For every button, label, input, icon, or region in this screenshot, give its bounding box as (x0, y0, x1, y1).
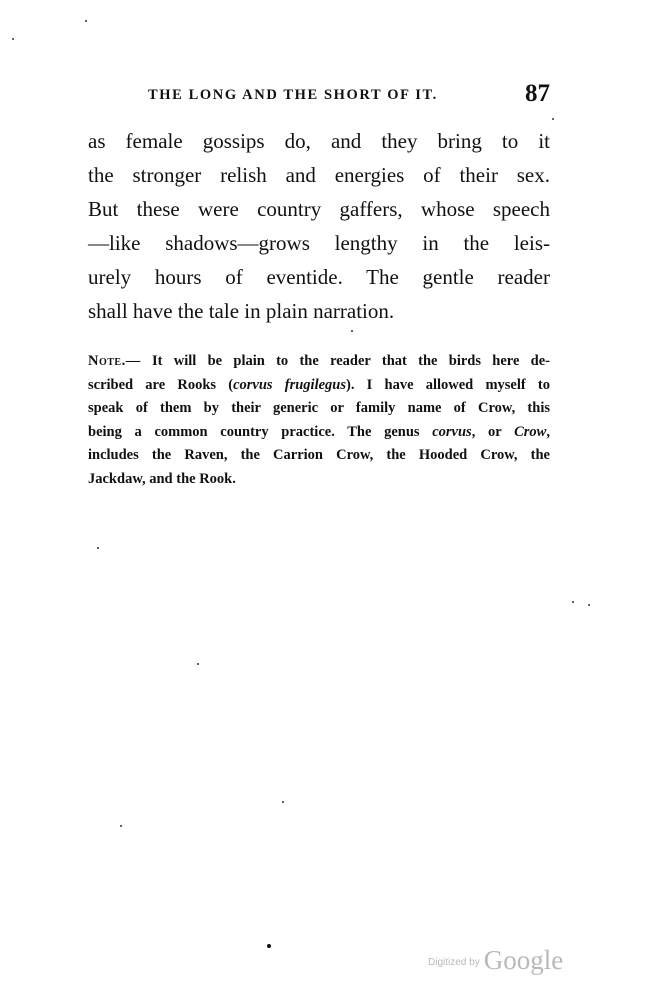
scan-speck (351, 330, 353, 332)
footnote-line (88, 350, 550, 374)
note-text: , (546, 423, 550, 440)
body-line: the stronger relish and energies of their sex. (88, 163, 550, 187)
footnote-line: Jackdaw, and the Rook. (88, 470, 236, 487)
footnote-line (88, 421, 550, 445)
scan-speck (267, 944, 271, 948)
footnote-line: speak of them by their generic or family name of Crow, this (88, 400, 550, 416)
body-text (88, 124, 550, 328)
body-line: shall have the tale in plain narration. (88, 299, 395, 323)
digitized-watermark (428, 945, 563, 976)
note-text: It will be plain to the reader that the birds here de- (140, 353, 550, 369)
note-text: ). I have allowed myself to (346, 376, 550, 393)
note-text: being a common country practice. The genus (88, 423, 433, 440)
footnote-line (88, 374, 550, 398)
note-text: , or (471, 423, 515, 440)
scan-speck (12, 38, 14, 40)
note-text: scribed are Rooks ( (88, 376, 234, 393)
google-logo: Google (483, 945, 564, 975)
watermark-prefix: Digitized by (428, 957, 480, 968)
running-head (88, 80, 558, 110)
body-line: urely hours of eventide. The gentle reader (88, 265, 550, 289)
scan-speck (85, 20, 87, 22)
scan-speck (572, 601, 574, 603)
scan-speck (282, 801, 284, 803)
scan-speck (197, 663, 199, 665)
page-number: 87 (525, 80, 550, 107)
latin-name: corvus frugilegus (233, 376, 347, 393)
scan-speck (552, 118, 554, 120)
scan-speck (120, 825, 122, 827)
body-line: as female gossips do, and they bring to it (88, 129, 550, 153)
genus-name: corvus (432, 423, 472, 440)
body-line: —like shadows—grows lengthy in the leis- (88, 231, 550, 255)
footnote-line: includes the Raven, the Carrion Crow, the Hooded Crow, the (88, 447, 550, 463)
running-title: THE LONG AND THE SHORT OF IT. (148, 87, 438, 103)
scan-speck (588, 604, 590, 606)
footnote (88, 350, 550, 491)
common-name: Crow (514, 423, 547, 440)
note-label: Note.— (88, 353, 141, 369)
body-line: But these were country gaffers, whose speech (88, 197, 550, 221)
scan-speck (97, 547, 99, 549)
